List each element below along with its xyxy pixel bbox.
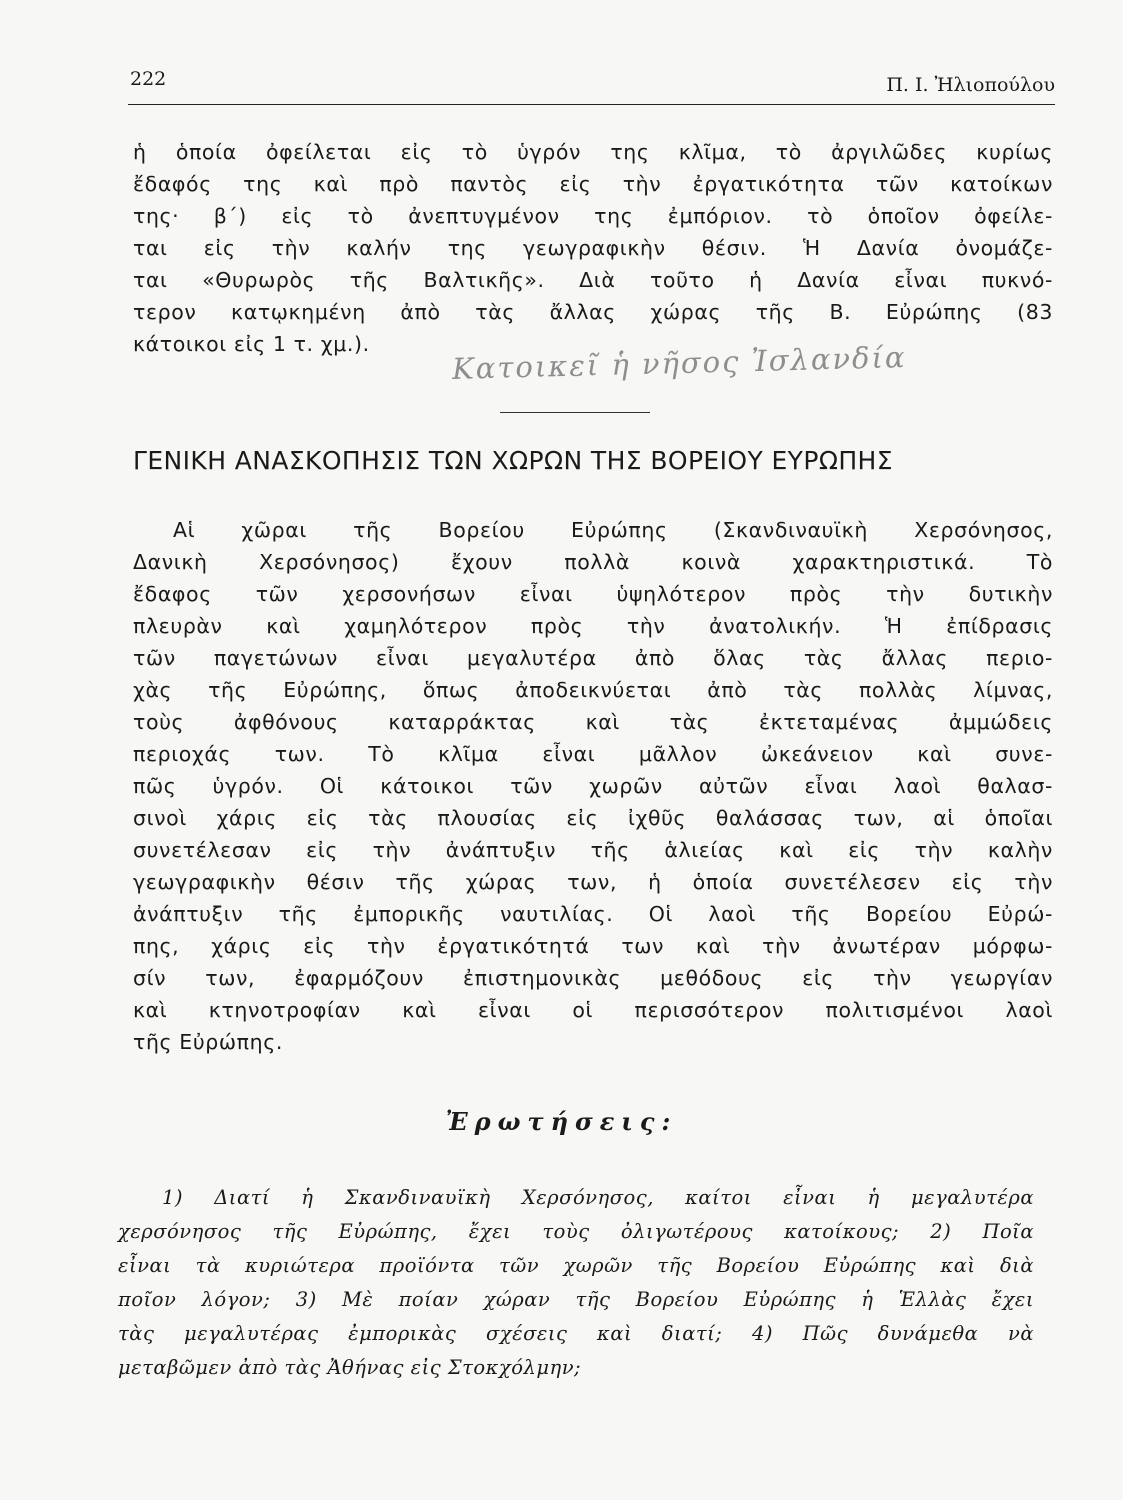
question-line: 1) Διατί ἡ Σκανδιναυϊκὴ Χερσόνησος, καίτοι εἶναι ἡ μεγαλυτέρα: [162, 1186, 1034, 1209]
question-line: εἶναι τὰ κυριώτερα προϊόντα τῶν χωρῶν τῆς Βορείου Εὐρώπης καὶ διὰ: [118, 1254, 1034, 1277]
text-line: τῶν παγετώνων εἶναι μεγαλυτέρα ἀπὸ ὅλας τὰς ἄλλας περιο-: [133, 646, 1053, 670]
text-line: πῶς ὑγρόν. Οἱ κάτοικοι τῶν χωρῶν αὐτῶν εἶναι λαοὶ θαλασ-: [133, 774, 1053, 798]
questions-list: [118, 1181, 1034, 1385]
question-line: μεταβῶμεν ἀπὸ τὰς Ἀθήνας εἰς Στοκχόλμην;: [118, 1356, 582, 1379]
text-line: ἔδαφός της καὶ πρὸ παντὸς εἰς τὴν ἐργατικότητα τῶν κατοίκων: [133, 172, 1053, 196]
text-line: καὶ κτηνοτροφίαν καὶ εἶναι οἱ περισσότερον πολιτισμένοι λαοὶ: [133, 998, 1053, 1022]
section-heading: ΓΕΝΙΚΗ ΑΝΑΣΚΟΠΗΣΙΣ ΤΩΝ ΧΩΡΩΝ ΤΗΣ ΒΟΡΕΙΟΥ ΕΥΡΩΠΗΣ: [133, 446, 893, 475]
text-line: ται εἰς τὴν καλήν της γεωγραφικὴν θέσιν. Ἡ Δανία ὀνομάζε-: [133, 236, 1053, 260]
intro-paragraph: [133, 136, 1053, 360]
text-line: συνετέλεσαν εἰς τὴν ἀνάπτυξιν τῆς ἁλιείας καὶ εἰς τὴν καλὴν: [133, 838, 1053, 862]
text-line: Αἱ χῶραι τῆς Βορείου Εὐρώπης (Σκανδιναυϊκὴ Χερσόνησος,: [173, 518, 1053, 542]
text-line: σίν των, ἐφαρμόζουν ἐπιστημονικὰς μεθόδους εἰς τὴν γεωργίαν: [133, 966, 1053, 990]
text-line: τῆς Εὐρώπης.: [133, 1030, 283, 1054]
text-line: της· β΄) εἰς τὸ ἀνεπτυγμένον της ἐμπόριον. τὸ ὁποῖον ὀφείλε-: [133, 204, 1053, 228]
text-line: ται «Θυρωρὸς τῆς Βαλτικῆς». Διὰ τοῦτο ἡ Δανία εἶναι πυκνό-: [133, 268, 1053, 292]
text-line: Δανικὴ Χερσόνησος) ἔχουν πολλὰ κοινὰ χαρακτηριστικά. Τὸ: [133, 550, 1053, 574]
question-line: χερσόνησος τῆς Εὐρώπης, ἔχει τοὺς ὀλιγωτέρους κατοίκους; 2) Ποῖα: [118, 1220, 1034, 1243]
questions-title: Ἐρωτήσεις:: [445, 1107, 678, 1136]
text-line: ἔδαφος τῶν χερσονήσων εἶναι ὑψηλότερον πρὸς τὴν δυτικὴν: [133, 582, 1053, 606]
text-line: τοὺς ἀφθόνους καταρράκτας καὶ τὰς ἐκτεταμένας ἀμμώδεις: [133, 710, 1053, 734]
text-line: σινοὶ χάρις εἰς τὰς πλουσίας εἰς ἰχθῦς θαλάσσας των, αἱ ὁποῖαι: [133, 806, 1053, 830]
text-line: χὰς τῆς Εὐρώπης, ὅπως ἀποδεικνύεται ἀπὸ τὰς πολλὰς λίμνας,: [133, 678, 1053, 702]
section-paragraph: [133, 514, 1053, 1058]
text-line: γεωγραφικὴν θέσιν τῆς χώρας των, ἡ ὁποία συνετέλεσεν εἰς τὴν: [133, 870, 1053, 894]
question-line: ποῖον λόγον; 3) Μὲ ποίαν χώραν τῆς Βορείου Εὐρώπης ἡ Ἑλλὰς ἔχει: [118, 1288, 1034, 1311]
handwritten-note: Κατοικεῖ ἡ νῆσος Ἰσλανδία: [451, 340, 907, 386]
page-number: 222: [130, 68, 167, 90]
question-line: τὰς μεγαλυτέρας ἐμπορικὰς σχέσεις καὶ διατί; 4) Πῶς δυνάμεθα νὰ: [118, 1322, 1034, 1345]
running-head: Π. Ι. Ἠλιοπούλου: [886, 74, 1055, 96]
section-divider: [500, 412, 650, 413]
text-line: πλευρὰν καὶ χαμηλότερον πρὸς τὴν ἀνατολικήν. Ἡ ἐπίδρασις: [133, 614, 1053, 638]
text-line: κάτοικοι εἰς 1 τ. χμ.).: [133, 332, 370, 356]
text-line: ἡ ὁποία ὀφείλεται εἰς τὸ ὑγρόν της κλῖμα, τὸ ἀργιλῶδες κυρίως: [133, 140, 1053, 164]
text-line: πης, χάρις εἰς τὴν ἐργατικότητά των καὶ τὴν ἀνωτέραν μόρφω-: [133, 934, 1053, 958]
text-line: ἀνάπτυξιν τῆς ἐμπορικῆς ναυτιλίας. Οἱ λαοὶ τῆς Βορείου Εὐρώ-: [133, 902, 1053, 926]
text-line: περιοχάς των. Τὸ κλῖμα εἶναι μᾶλλον ὠκεάνειον καὶ συνε-: [133, 742, 1053, 766]
text-line: τερον κατῳκημένη ἀπὸ τὰς ἄλλας χώρας τῆς Β. Εὐρώπης (83: [133, 300, 1053, 324]
header-rule: [128, 104, 1055, 105]
